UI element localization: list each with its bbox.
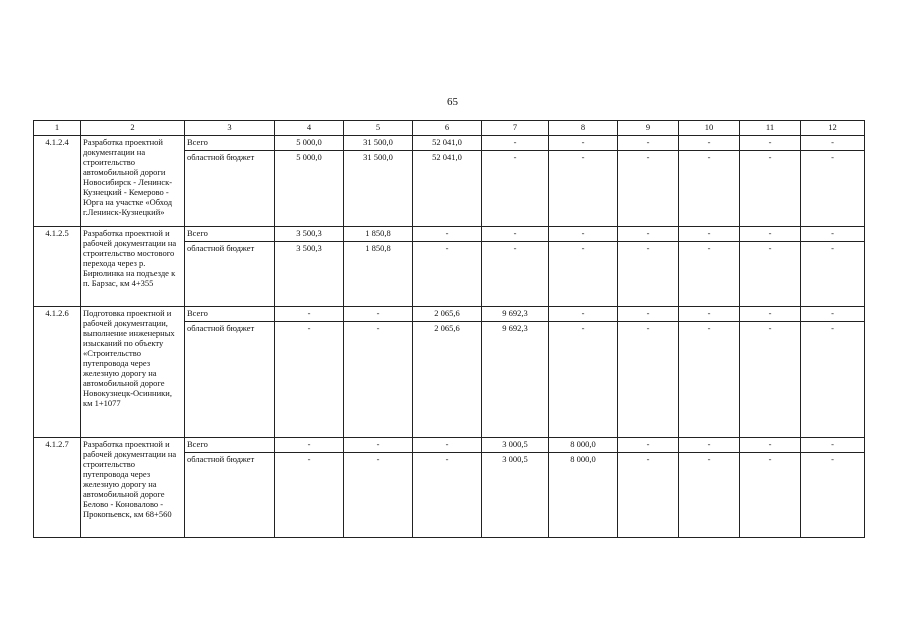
value-cell: - [740,136,801,151]
value-cell: - [740,227,801,242]
value-cell: - [801,242,865,307]
funding-source: Всего [185,136,275,151]
value-cell: - [482,227,549,242]
value-cell: - [740,307,801,322]
item-code: 4.1.2.5 [34,227,81,307]
value-cell: 3 500,3 [275,242,344,307]
value-cell: - [275,438,344,453]
value-cell: - [275,453,344,538]
value-cell: 3 500,3 [275,227,344,242]
header-row [34,121,865,136]
item-name: Подготовка проектной и рабочей документации, выполнение инженерных изысканий по объекту «Строительство путепровода через железную дорогу на автомобильной дороге Новокузнецк-Осинники, км 1+1077 [81,307,185,438]
value-cell: - [413,453,482,538]
table-row [34,227,865,242]
funding-source: областной бюджет [185,151,275,227]
value-cell: - [413,438,482,453]
value-cell: 5 000,0 [275,136,344,151]
value-cell: - [413,242,482,307]
value-cell: - [618,438,679,453]
column-header: 6 [413,121,482,136]
value-cell: - [482,242,549,307]
value-cell: 2 065,6 [413,322,482,438]
value-cell: - [801,453,865,538]
value-cell: - [679,151,740,227]
item-name: Разработка проектной и рабочей документации на строительство путепровода через железную дорогу на автомобильной дороге Белово - Коновалово - Прокопьевск, км 68+560 [81,438,185,538]
value-cell: - [740,242,801,307]
funding-source: Всего [185,438,275,453]
value-cell: - [618,136,679,151]
column-header: 7 [482,121,549,136]
value-cell: - [549,151,618,227]
column-header: 4 [275,121,344,136]
funding-source: Всего [185,307,275,322]
item-code: 4.1.2.6 [34,307,81,438]
value-cell: - [275,307,344,322]
value-cell: - [344,453,413,538]
value-cell: - [549,227,618,242]
column-header: 8 [549,121,618,136]
table-row [34,307,865,322]
value-cell: - [344,438,413,453]
value-cell: - [549,322,618,438]
value-cell: - [618,242,679,307]
item-name: Разработка проектной и рабочей документации на строительство мостового перехода через р. Бирюлинка на подъезде к п. Барзас, км 4+355 [81,227,185,307]
value-cell: - [549,136,618,151]
column-header: 2 [81,121,185,136]
value-cell: - [344,322,413,438]
value-cell: 9 692,3 [482,307,549,322]
value-cell: - [618,307,679,322]
column-header: 12 [801,121,865,136]
value-cell: - [618,151,679,227]
item-name: Разработка проектной документации на строительство автомобильной дороги Новосибирск - Ленинск-Кузнецкий - Кемерово - Юрга на участке «Обход г.Ленинск-Кузнецкий» [81,136,185,227]
value-cell: 1 850,8 [344,227,413,242]
column-header: 1 [34,121,81,136]
value-cell: - [801,227,865,242]
value-cell: 52 041,0 [413,136,482,151]
value-cell: 1 850,8 [344,242,413,307]
table-row [34,438,865,453]
value-cell: - [618,227,679,242]
value-cell: - [413,227,482,242]
value-cell: - [679,136,740,151]
table-row [34,136,865,151]
value-cell: 8 000,0 [549,453,618,538]
value-cell: 3 000,5 [482,438,549,453]
value-cell: - [679,307,740,322]
value-cell: 9 692,3 [482,322,549,438]
value-cell: 8 000,0 [549,438,618,453]
value-cell: - [801,438,865,453]
value-cell: - [740,151,801,227]
funding-source: областной бюджет [185,453,275,538]
funding-source: областной бюджет [185,242,275,307]
value-cell: - [801,151,865,227]
funding-source: Всего [185,227,275,242]
column-header: 5 [344,121,413,136]
value-cell: - [482,151,549,227]
value-cell: - [801,307,865,322]
value-cell: - [679,322,740,438]
item-code: 4.1.2.7 [34,438,81,538]
column-header: 10 [679,121,740,136]
item-code: 4.1.2.4 [34,136,81,227]
column-header: 9 [618,121,679,136]
value-cell: - [801,322,865,438]
value-cell: - [740,438,801,453]
budget-table [33,120,865,538]
value-cell: 2 065,6 [413,307,482,322]
value-cell: - [679,453,740,538]
value-cell: 31 500,0 [344,136,413,151]
value-cell: - [740,453,801,538]
value-cell: - [679,227,740,242]
value-cell: 3 000,5 [482,453,549,538]
value-cell: - [275,322,344,438]
value-cell: - [549,307,618,322]
value-cell: - [482,136,549,151]
value-cell: - [549,242,618,307]
value-cell: - [679,438,740,453]
value-cell: - [801,136,865,151]
value-cell: - [679,242,740,307]
value-cell: - [618,453,679,538]
value-cell: - [618,322,679,438]
value-cell: 5 000,0 [275,151,344,227]
column-header: 11 [740,121,801,136]
funding-source: областной бюджет [185,322,275,438]
value-cell: 31 500,0 [344,151,413,227]
value-cell: - [740,322,801,438]
column-header: 3 [185,121,275,136]
value-cell: 52 041,0 [413,151,482,227]
page-number: 65 [447,96,458,108]
value-cell: - [344,307,413,322]
